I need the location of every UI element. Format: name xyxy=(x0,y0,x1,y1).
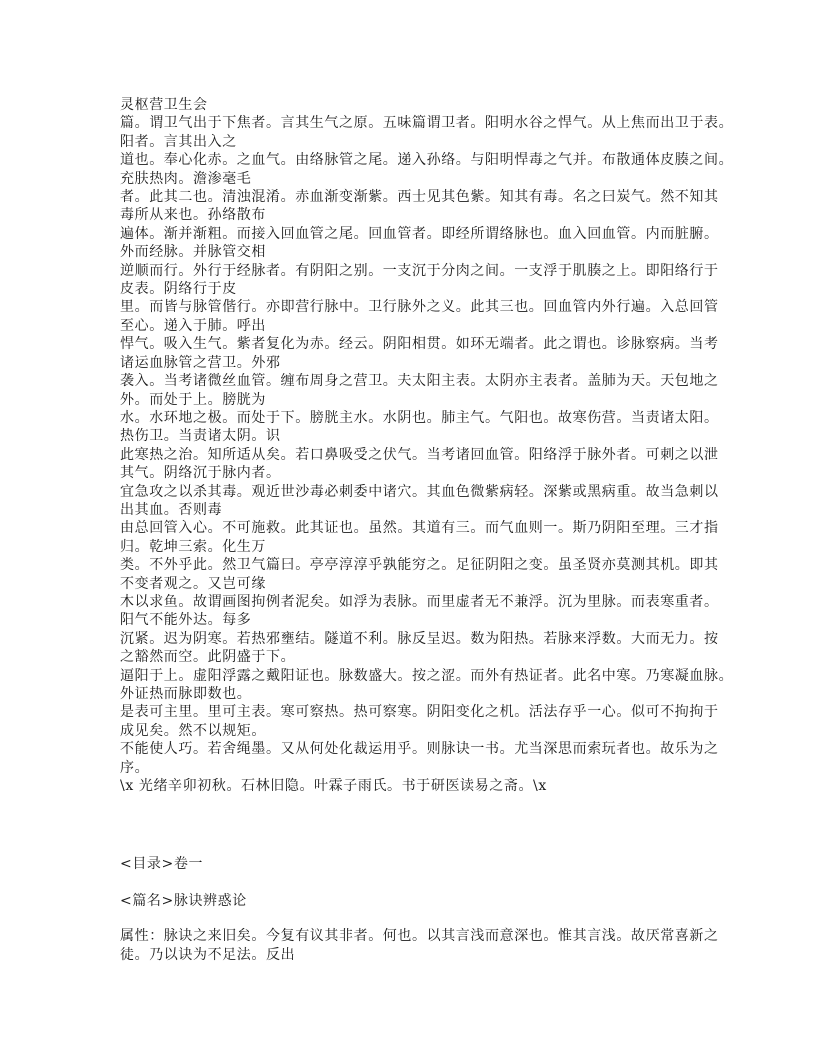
text-line: 诸运血脉管之营卫。外邪 xyxy=(120,354,281,371)
text-line: 至心。递入于肺。呼出 xyxy=(120,317,266,334)
text-line: 皮表。阴络行于皮 xyxy=(120,281,237,298)
section-spacer xyxy=(120,795,698,855)
text-line: 由总回管入心。不可施救。此其证也。虽然。其道有三。而气血则一。斯乃阴阳至理。三才指 xyxy=(120,520,719,537)
text-line: 阳者。言其出入之 xyxy=(120,133,237,150)
text-line: \x 光绪辛卯初秋。石林旧隐。叶霖子雨氏。书于研医读易之斋。\x xyxy=(120,778,547,795)
text-line: 属性：脉诀之来旧矣。今复有议其非者。何也。以其言浅而意深也。惟其言浅。故厌常喜新之 xyxy=(120,928,719,945)
text-line: 外。而处于上。膀胱为 xyxy=(120,391,266,408)
text-line: 热伤卫。当责诸太阴。识 xyxy=(120,428,281,445)
text-line: 毒所从来也。孙络散布 xyxy=(120,207,266,224)
text-line: 逆顺而行。外行于经脉者。有阴阳之别。一支沉于分肉之间。一支浮于肌腠之上。即阳络行于 xyxy=(120,262,719,279)
text-line: 其气。阴络沉于脉内者。 xyxy=(120,465,281,482)
text-line: 充肤热肉。澹渗毫毛 xyxy=(120,170,252,187)
text-line: 悍气。吸入生气。紫者复化为赤。经云。阴阳相贯。如环无端者。此之谓也。诊脉察病。当考 xyxy=(120,336,719,353)
text-line: 阳气不能外达。每多 xyxy=(120,612,252,629)
text-line: 外而经脉。并脉管交相 xyxy=(120,244,266,261)
text-line: 不能使人巧。若舍绳墨。又从何处化裁运用乎。则脉诀一书。尤当深思而索玩者也。故乐为之 xyxy=(120,741,719,758)
attribute-paragraph xyxy=(120,927,719,964)
text-line: 袭入。当考诸微丝血管。缠布周身之营卫。夫太阳主表。太阴亦主表者。盖肺为天。天包地之 xyxy=(120,373,719,390)
text-line: 之豁然而空。此阴盛于下。 xyxy=(120,649,296,666)
text-line: 是表可主里。里可主表。寒可察热。热可察寒。阴阳变化之机。活法存乎一心。似可不拘拘于 xyxy=(120,704,719,721)
text-line: 成见矣。然不以规矩。 xyxy=(120,722,266,739)
text-line: 序。 xyxy=(120,759,150,776)
text-line: 逼阳于上。虚阳浮露之戴阳证也。脉数盛大。按之涩。而外有热证者。此名中寒。乃寒凝血脉。 xyxy=(120,667,734,684)
text-line: 沉紧。迟为阴寒。若热邪壅结。隧道不利。脉反呈迟。数为阳热。若脉来浮数。大而无力。按 xyxy=(120,630,719,647)
text-line: 水。水环地之极。而处于下。膀胱主水。水阴也。肺主气。气阳也。故寒伤营。当责诸太阳。 xyxy=(120,409,719,426)
text-line: 不变者观之。又岂可缘 xyxy=(120,575,266,592)
text-line: 此寒热之治。知所适从矣。若口鼻吸受之伏气。当考诸回血管。阳络浮于脉外者。可刺之以泄 xyxy=(120,446,719,463)
text-line: 篇。谓卫气出于下焦者。言其生气之原。五味篇谓卫者。阳明水谷之悍气。从上焦而出卫于表。 xyxy=(120,115,734,132)
text-line: 木以求鱼。故谓画图拘例者泥矣。如浮为表脉。而里虚者无不兼浮。沉为里脉。而表寒重者。 xyxy=(120,593,719,610)
text-line: 归。乾坤三索。化生万 xyxy=(120,538,266,555)
preface-text xyxy=(120,96,734,795)
text-line: 道也。奉心化赤。之血气。由络脉管之尾。递入孙络。与阳明悍毒之气并。布散通体皮腠之间。 xyxy=(120,152,734,169)
text-line: 灵枢营卫生会 xyxy=(120,97,208,113)
document-page xyxy=(120,96,734,964)
text-line: 宜急攻之以杀其毒。观近世沙毒必刺委中诸穴。其血色微紫病轻。深紫或黑病重。故当急刺以 xyxy=(120,483,719,500)
text-line: 者。此其二也。清浊混淆。赤血渐变渐紫。西士见其色紫。知其有毒。名之曰炭气。然不知其 xyxy=(120,189,719,206)
text-line: 外证热而脉即数也。 xyxy=(120,686,252,702)
text-line: 出其血。否则毒 xyxy=(120,501,223,518)
catalog-heading: <目录>卷一 xyxy=(120,856,204,873)
text-line: 遍体。渐并渐粗。而接入回血管之尾。回血管者。即经所谓络脉也。血入回血管。内而脏腑。 xyxy=(120,225,719,242)
text-line: 徒。乃以诀为不足法。反出 xyxy=(120,946,296,963)
text-line: 类。不外乎此。然卫气篇曰。亭亭淳淳乎孰能穷之。足征阴阳之变。虽圣贤亦莫测其机。即其 xyxy=(120,557,719,574)
chapter-title: <篇名>脉诀辨惑论 xyxy=(120,892,247,909)
text-line: 里。而皆与脉管偕行。亦即营行脉中。卫行脉外之义。此其三也。回血管内外行遍。入总回管 xyxy=(120,299,719,316)
